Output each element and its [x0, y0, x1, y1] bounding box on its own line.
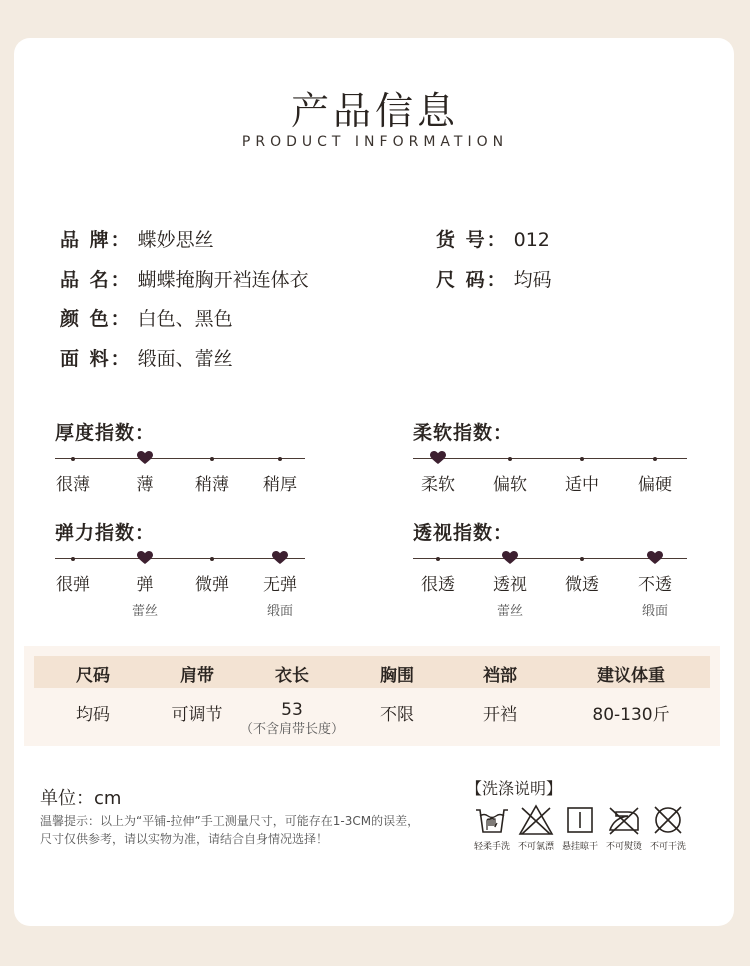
heart-icon — [430, 451, 446, 465]
scale-dot — [580, 557, 584, 561]
elasticity-level-label: 弹 — [136, 575, 154, 595]
table-cell: 开裆 — [483, 705, 517, 725]
elasticity-index-line — [55, 558, 305, 559]
page-title: 产品信息 — [290, 89, 459, 133]
tip-line-2: 尺寸仅供参考，请以实物为准，请结合自身情况选择！ — [40, 832, 329, 846]
info-name-value: 蝴蝶掩胸开裆连体衣 — [137, 269, 309, 291]
info-color — [60, 304, 233, 331]
table-header-cell: 衣长 — [275, 666, 309, 686]
transparency-index-line — [413, 558, 687, 559]
thickness-index-title: 厚度指数： — [55, 422, 156, 444]
info-material-key: 面 料： — [60, 348, 132, 370]
softness-index-title: 柔软指数： — [413, 422, 514, 444]
softness-level-label: 适中 — [565, 475, 599, 495]
elasticity-level-label: 很弹 — [56, 575, 90, 595]
softness-index-line — [413, 458, 687, 459]
elasticity-level-label: 微弹 — [195, 575, 229, 595]
softness-level-label: 柔软 — [421, 475, 455, 495]
transparency-level-note: 缎面 — [641, 604, 668, 619]
scale-dot — [580, 457, 584, 461]
info-size-key: 尺 码： — [436, 269, 508, 291]
heart-icon — [502, 551, 518, 565]
no-iron-icon — [606, 804, 642, 836]
no-dry-clean-icon — [650, 804, 686, 836]
heart-icon — [137, 451, 153, 465]
table-cell: 80-130斤 — [592, 705, 670, 725]
wash-label: 不可熨烫 — [605, 842, 642, 852]
info-name — [60, 265, 309, 292]
info-color-value: 白色、黑色 — [137, 308, 233, 330]
scale-dot — [436, 557, 440, 561]
wash-label: 不可氯漂 — [517, 842, 554, 852]
scale-dot — [210, 557, 214, 561]
table-cell: 可调节 — [171, 705, 223, 725]
heart-icon — [272, 551, 288, 565]
thickness-level-label: 很薄 — [56, 475, 90, 495]
heart-icon — [137, 551, 153, 565]
info-material-value: 缎面、蕾丝 — [137, 348, 233, 370]
thickness-level-label: 稍薄 — [195, 475, 229, 495]
table-header-cell: 胸围 — [380, 666, 414, 686]
scale-dot — [653, 457, 657, 461]
info-size — [436, 265, 552, 292]
elasticity-index-title: 弹力指数： — [55, 522, 156, 544]
info-name-key: 品 名： — [60, 269, 132, 291]
table-cell: 均码 — [76, 705, 110, 725]
scale-dot — [508, 457, 512, 461]
page-subtitle: PRODUCT INFORMATION — [241, 134, 509, 150]
transparency-level-label: 不透 — [638, 575, 672, 595]
info-item-no — [436, 225, 550, 252]
scale-dot — [278, 457, 282, 461]
table-header-cell: 肩带 — [180, 666, 214, 686]
softness-level-label: 偏软 — [493, 475, 527, 495]
thickness-level-label: 稍厚 — [263, 475, 297, 495]
info-item-no-key: 货 号： — [436, 229, 508, 251]
transparency-level-note: 蕾丝 — [496, 604, 523, 619]
wash-title: 【洗涤说明】 — [466, 779, 563, 798]
info-item-no-value: 012 — [513, 229, 550, 251]
elasticity-level-note: 缎面 — [266, 604, 293, 619]
wash-label: 轻柔手洗 — [473, 842, 510, 852]
transparency-level-label: 微透 — [565, 575, 599, 595]
scale-dot — [210, 457, 214, 461]
transparency-level-label: 很透 — [421, 575, 455, 595]
table-header-cell: 裆部 — [483, 666, 517, 686]
hand-wash-icon — [474, 804, 510, 836]
info-color-key: 颜 色： — [60, 308, 132, 330]
transparency-level-label: 透视 — [493, 575, 527, 595]
table-header-cell: 建议体重 — [597, 666, 665, 686]
wash-label: 不可干洗 — [649, 842, 686, 852]
info-size-value: 均码 — [513, 269, 552, 291]
table-cell: 不限 — [380, 705, 414, 725]
info-brand-value: 蝶妙思丝 — [137, 229, 214, 251]
wash-label: 悬挂晾干 — [561, 842, 598, 852]
scale-dot — [71, 457, 75, 461]
info-brand-key: 品 牌： — [60, 229, 132, 251]
transparency-index-title: 透视指数： — [413, 522, 514, 544]
unit-label: 单位：cm — [40, 788, 122, 809]
table-header-cell: 尺码 — [76, 666, 110, 686]
table-cell: 53 — [281, 700, 303, 720]
softness-level-label: 偏硬 — [638, 475, 672, 495]
elasticity-level-label: 无弹 — [263, 575, 297, 595]
scale-dot — [71, 557, 75, 561]
tip-line-1: 温馨提示：以上为“平铺-拉伸”手工测量尺寸，可能存在1-3CM的误差， — [40, 814, 420, 828]
heart-icon — [647, 551, 663, 565]
thickness-level-label: 薄 — [136, 475, 154, 495]
info-brand — [60, 225, 214, 252]
thickness-index-line — [55, 458, 305, 459]
elasticity-level-note: 蕾丝 — [131, 604, 158, 619]
length-note: （不含肩带长度） — [239, 722, 344, 737]
info-material — [60, 344, 233, 371]
hang-dry-icon — [562, 804, 598, 836]
no-bleach-icon — [518, 804, 554, 836]
